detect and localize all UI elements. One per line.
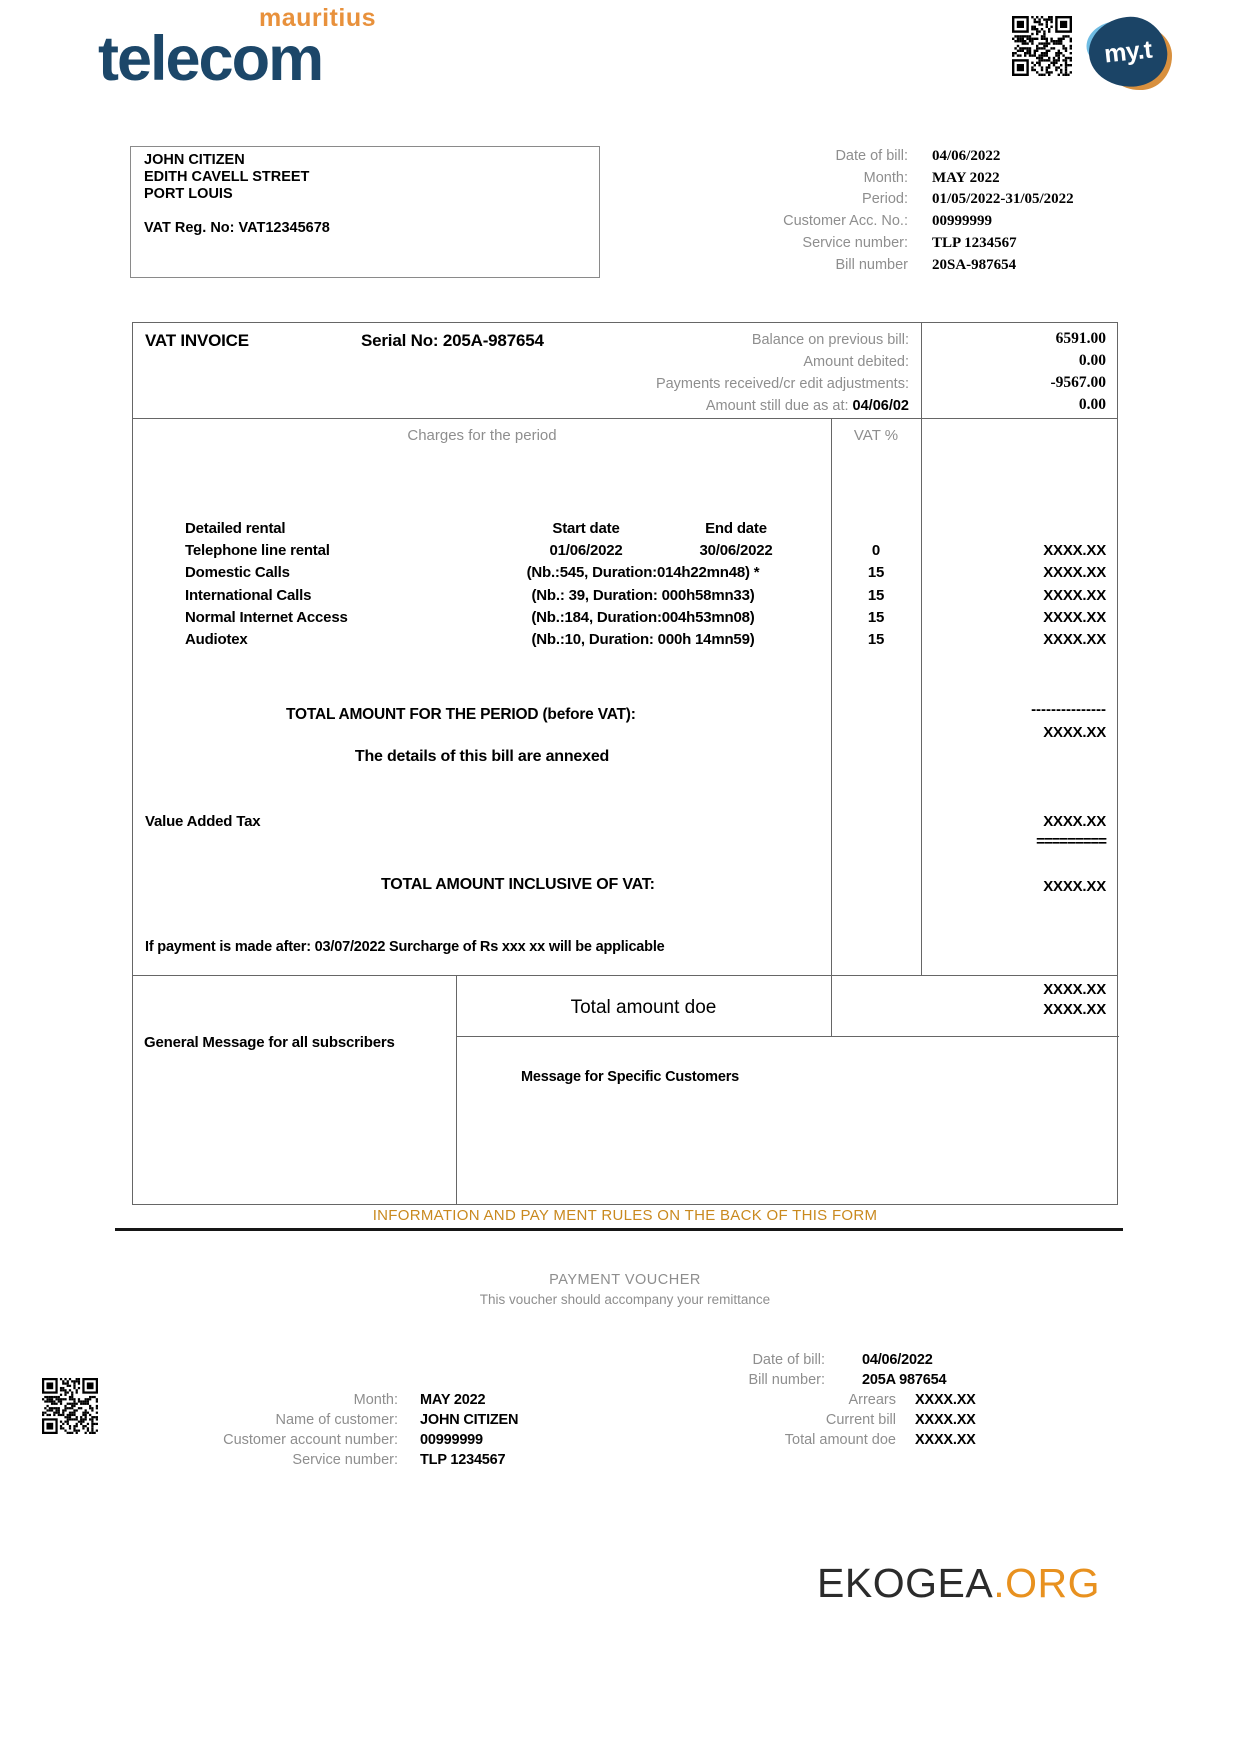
serial-number: Serial No: 205A-987654 xyxy=(361,331,544,350)
charge-row xyxy=(133,542,1117,564)
charge-detail: (Nb.: 39, Duration: 000h58mn33) xyxy=(531,587,755,604)
bill-info-value: 04/06/2022 xyxy=(932,148,1001,164)
charge-vat: 15 xyxy=(867,564,885,581)
bill-info-value: TLP 1234567 xyxy=(932,235,1017,251)
charge-detail: (Nb.:10, Duration: 000h 14mn59) xyxy=(531,631,755,648)
voucher-value: MAY 2022 xyxy=(420,1392,486,1408)
bill-info-row xyxy=(600,235,1118,255)
summary-section xyxy=(133,323,1117,419)
voucher-label: Month: xyxy=(353,1392,398,1408)
divider xyxy=(921,419,922,976)
voucher-label: Service number: xyxy=(292,1452,398,1468)
total-period-label: TOTAL AMOUNT FOR THE PERIOD (before VAT): xyxy=(286,706,636,723)
charge-name: Audiotex xyxy=(185,631,248,648)
voucher-title: PAYMENT VOUCHER xyxy=(549,1272,701,1288)
voucher-row xyxy=(150,1392,398,1408)
charge-start-date: 01/06/2022 xyxy=(549,542,623,559)
voucher-row xyxy=(646,1432,896,1448)
bill-info-row xyxy=(600,170,1118,190)
thick-rule xyxy=(115,1228,1123,1231)
recipient-address-box xyxy=(130,146,600,278)
qr-code-bottom xyxy=(42,1378,98,1434)
vat-reg-number: VAT Reg. No: VAT12345678 xyxy=(144,220,330,236)
bill-info-label: Month: xyxy=(863,170,908,186)
charge-amount: XXXX.XX xyxy=(1043,609,1106,626)
charge-row xyxy=(133,587,1117,609)
charge-start-date: Start date xyxy=(552,520,620,537)
bill-info-label: Bill number xyxy=(835,257,908,273)
total-due-amount-1: XXXX.XX xyxy=(1043,981,1106,998)
debited-label: Amount debited: xyxy=(803,354,909,370)
voucher-value: TLP 1234567 xyxy=(420,1452,506,1468)
charge-row xyxy=(133,609,1117,631)
charge-name: Telephone line rental xyxy=(185,542,330,559)
voucher-label: Customer account number: xyxy=(223,1432,398,1448)
divider xyxy=(831,976,832,1036)
charge-name: Normal Internet Access xyxy=(185,609,348,626)
charge-detail: (Nb.:545, Duration:014h22mn48) * xyxy=(526,564,760,581)
invoice-table xyxy=(132,322,1118,1205)
charge-vat: 15 xyxy=(867,609,885,626)
myt-label: my.t xyxy=(1102,35,1154,68)
footer-brand xyxy=(640,1560,1100,1607)
bill-info-label: Customer Acc. No.: xyxy=(783,213,908,229)
due-date: 04/06/02 xyxy=(852,398,909,414)
voucher-value: XXXX.XX xyxy=(915,1392,976,1408)
voucher-value: JOHN CITIZEN xyxy=(420,1412,519,1428)
annex-note: The details of this bill are annexed xyxy=(354,748,610,765)
recipient-city: PORT LOUIS xyxy=(144,186,233,202)
charge-amount: XXXX.XX xyxy=(1043,564,1106,581)
charge-detail: (Nb.:184, Duration:004h53mn08) xyxy=(531,609,755,626)
surcharge-note: If payment is made after: 03/07/2022 Surcharge of Rs xxx xx will be applicable xyxy=(145,939,665,955)
vat-percent-header: VAT % xyxy=(853,427,899,444)
voucher-label: Bill number: xyxy=(748,1372,825,1388)
voucher-row xyxy=(150,1412,398,1428)
recipient-name: JOHN CITIZEN xyxy=(144,152,245,168)
myt-logo xyxy=(1086,14,1174,94)
charge-vat: 15 xyxy=(867,631,885,648)
voucher-subtitle: This voucher should accompany your remittance xyxy=(479,1292,771,1307)
specific-message-label: Message for Specific Customers xyxy=(521,1069,740,1085)
footer-brand-org: .ORG xyxy=(993,1560,1100,1606)
bill-info-label: Service number: xyxy=(802,235,908,251)
voucher-label: Total amount doe xyxy=(784,1432,896,1448)
bill-info-row xyxy=(600,148,1118,168)
charge-row xyxy=(133,564,1117,586)
charge-name: Detailed rental xyxy=(185,520,286,537)
vat-invoice-title: VAT INVOICE xyxy=(145,331,249,350)
debited-value: 0.00 xyxy=(1078,352,1106,369)
logo-mauritius-text: mauritius xyxy=(258,4,376,32)
divider xyxy=(921,323,922,419)
divider xyxy=(831,419,832,976)
bill-info-label: Date of bill: xyxy=(835,148,908,164)
info-rules-text: INFORMATION AND PAY MENT RULES ON THE BACK OF THIS FORM xyxy=(372,1207,878,1224)
logo-telecom-text: telecom xyxy=(98,24,323,94)
bill-info-value: MAY 2022 xyxy=(932,170,1000,186)
charge-amount: XXXX.XX xyxy=(1043,631,1106,648)
balance-label: Balance on previous bill: xyxy=(751,332,909,348)
voucher-value: 00999999 xyxy=(420,1432,483,1448)
charge-vat: 15 xyxy=(867,587,885,604)
charge-amount: XXXX.XX xyxy=(1043,542,1106,559)
charges-section xyxy=(133,419,1117,976)
telecom-logo xyxy=(98,4,380,94)
recipient-street: EDITH CAVELL STREET xyxy=(144,169,310,185)
charge-row xyxy=(133,520,1117,542)
voucher-value: XXXX.XX xyxy=(915,1412,976,1428)
general-message-label: General Message for all subscribers xyxy=(144,1034,395,1051)
bill-info-value: 01/05/2022-31/05/2022 xyxy=(932,191,1074,207)
voucher-label: Name of customer: xyxy=(275,1412,398,1428)
bill-info-row xyxy=(600,213,1118,233)
messages-section xyxy=(133,976,1117,1205)
voucher-value: XXXX.XX xyxy=(915,1432,976,1448)
charge-vat: 0 xyxy=(871,542,881,559)
payments-value: -9567.00 xyxy=(1050,374,1106,391)
bill-info-row xyxy=(600,257,1118,277)
voucher-row xyxy=(150,1452,398,1468)
due-label xyxy=(706,398,909,414)
voucher-label: Arrears xyxy=(848,1392,896,1408)
voucher-label: Current bill xyxy=(825,1412,896,1428)
total-inclusive-value: XXXX.XX xyxy=(1043,878,1106,895)
voucher-row xyxy=(646,1392,896,1408)
bill-info-row xyxy=(600,191,1118,211)
charge-name: Domestic Calls xyxy=(185,564,290,581)
total-inclusive-label: TOTAL AMOUNT INCLUSIVE OF VAT: xyxy=(381,876,655,893)
voucher-row xyxy=(150,1432,398,1448)
total-amount-due-label: Total amount doe xyxy=(570,997,717,1018)
charge-amount: XXXX.XX xyxy=(1043,587,1106,604)
balance-value: 6591.00 xyxy=(1055,330,1106,347)
qr-code-top xyxy=(1012,16,1072,76)
charges-header: Charges for the period xyxy=(407,427,557,444)
total-period-value: XXXX.XX xyxy=(1043,724,1106,741)
total-due-amount-2: XXXX.XX xyxy=(1043,1001,1106,1018)
payments-label: Payments received/cr edit adjustments: xyxy=(655,376,909,392)
voucher-label: Date of bill: xyxy=(752,1352,825,1368)
dashes-separator: --------------- xyxy=(1031,701,1106,718)
due-value: 0.00 xyxy=(1078,396,1106,413)
charge-end-date: 30/06/2022 xyxy=(699,542,773,559)
voucher-row xyxy=(625,1352,825,1368)
value-added-tax-value: XXXX.XX xyxy=(1043,813,1106,830)
voucher-value: 04/06/2022 xyxy=(862,1352,933,1368)
charge-row xyxy=(133,631,1117,653)
due-label-text: Amount still due as at: xyxy=(705,398,849,414)
voucher-row xyxy=(625,1372,825,1388)
equals-separator: ========= xyxy=(1036,833,1106,850)
divider xyxy=(456,1036,1119,1037)
bill-info-value: 20SA-987654 xyxy=(932,257,1017,273)
bill-info-value: 00999999 xyxy=(932,213,992,229)
charge-end-date: End date xyxy=(705,520,767,537)
voucher-value: 205A 987654 xyxy=(862,1372,947,1388)
bill-info-label: Period: xyxy=(862,191,908,207)
footer-brand-dark: EKOGEA xyxy=(817,1560,994,1606)
value-added-tax-label: Value Added Tax xyxy=(145,813,261,830)
charge-name: International Calls xyxy=(185,587,312,604)
voucher-row xyxy=(646,1412,896,1428)
